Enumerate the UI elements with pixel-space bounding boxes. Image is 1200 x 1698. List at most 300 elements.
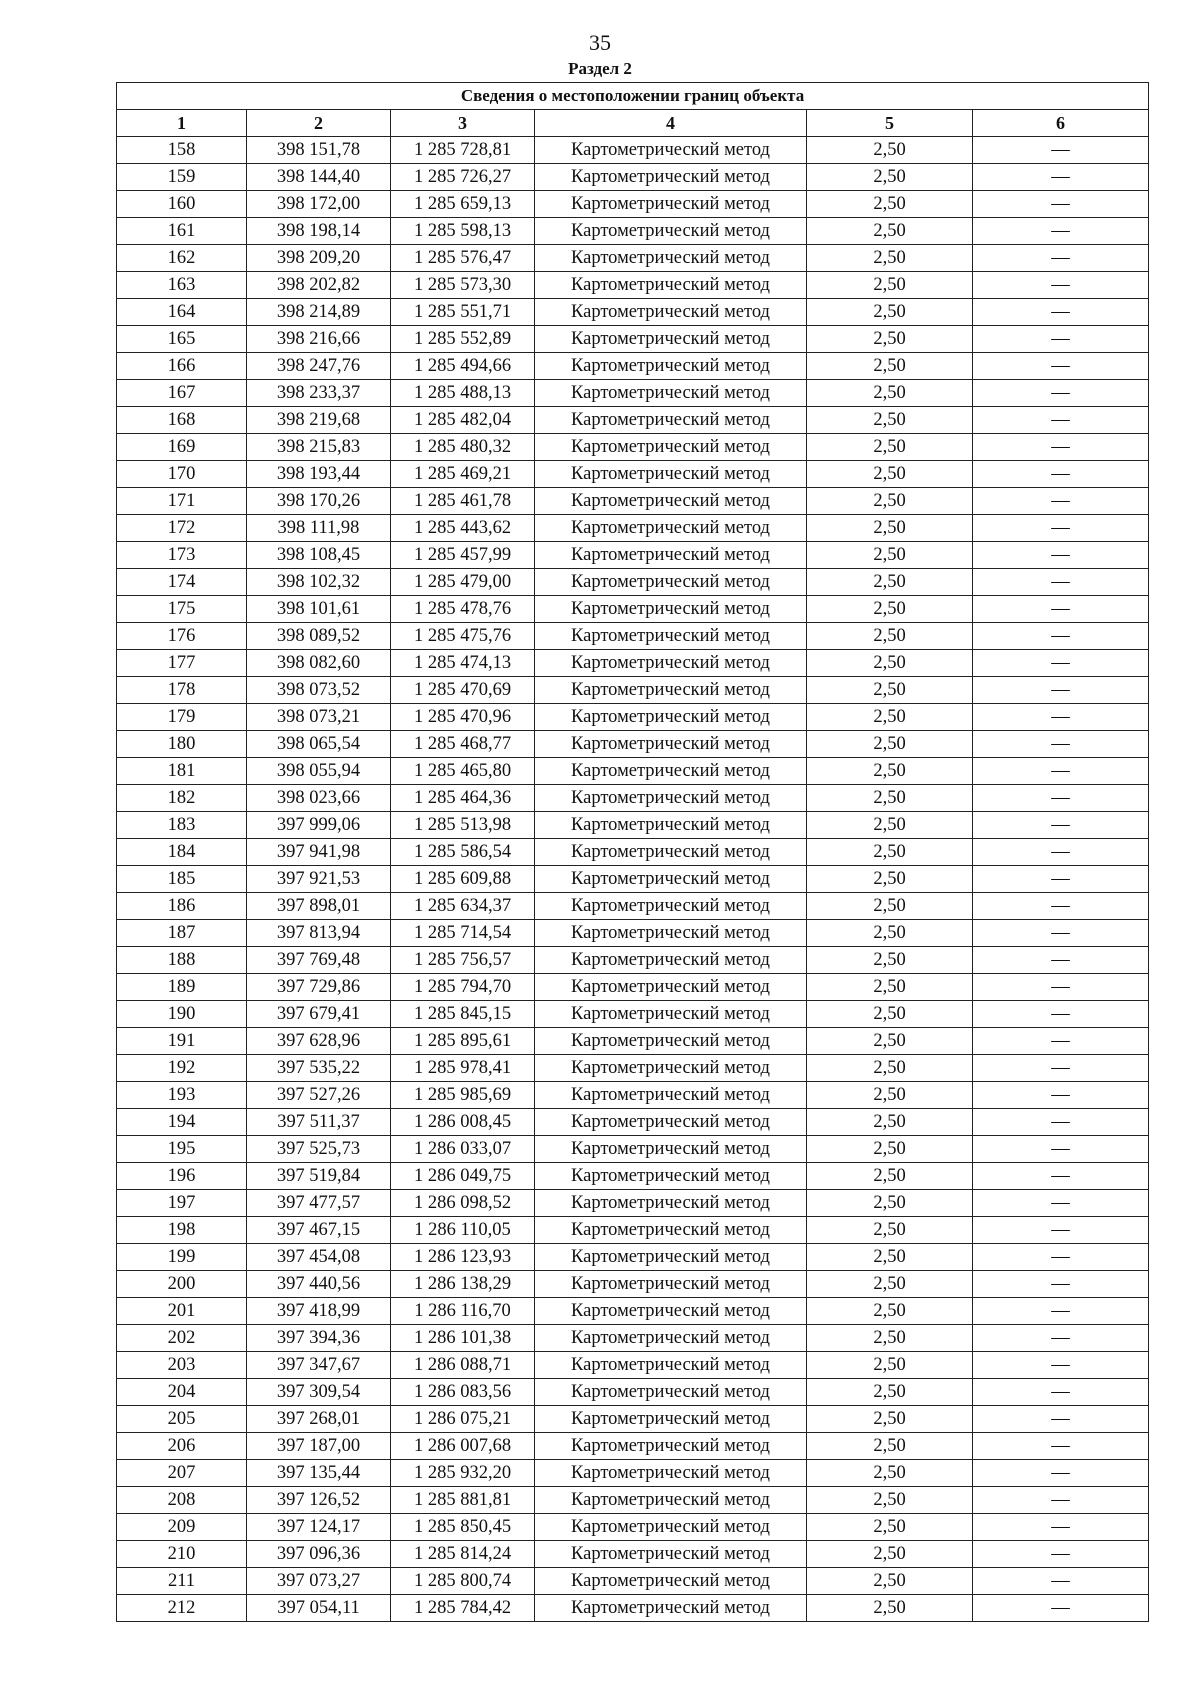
- table-cell: —: [973, 1244, 1149, 1271]
- table-row: [117, 1514, 1149, 1541]
- table-row: [117, 785, 1149, 812]
- table-row: [117, 974, 1149, 1001]
- table-cell: 398 151,78: [247, 137, 391, 164]
- table-cell: 2,50: [807, 1028, 973, 1055]
- table-cell: 1 285 552,89: [391, 326, 535, 353]
- table-row: [117, 1163, 1149, 1190]
- table-cell: 398 247,76: [247, 353, 391, 380]
- table-cell: 1 285 576,47: [391, 245, 535, 272]
- table-cell: 2,50: [807, 731, 973, 758]
- table-row: [117, 137, 1149, 164]
- table-cell: 164: [117, 299, 247, 326]
- table-cell: 175: [117, 596, 247, 623]
- table-cell: 2,50: [807, 1244, 973, 1271]
- table-cell: —: [973, 326, 1149, 353]
- table-cell: 2,50: [807, 1217, 973, 1244]
- table-cell: 2,50: [807, 272, 973, 299]
- table-cell: —: [973, 1190, 1149, 1217]
- table-cell: 1 285 728,81: [391, 137, 535, 164]
- table-cell: Картометрический метод: [535, 974, 807, 1001]
- table-row: [117, 353, 1149, 380]
- table-cell: Картометрический метод: [535, 137, 807, 164]
- table-row: [117, 1325, 1149, 1352]
- table-cell: 2,50: [807, 1163, 973, 1190]
- table-cell: —: [973, 191, 1149, 218]
- table-row: [117, 920, 1149, 947]
- table-cell: 397 347,67: [247, 1352, 391, 1379]
- table-cell: 397 898,01: [247, 893, 391, 920]
- table-cell: 1 286 098,52: [391, 1190, 535, 1217]
- table-cell: 1 285 464,36: [391, 785, 535, 812]
- table-cell: 158: [117, 137, 247, 164]
- table-cell: —: [973, 839, 1149, 866]
- table-cell: 2,50: [807, 326, 973, 353]
- table-cell: 397 519,84: [247, 1163, 391, 1190]
- table-cell: 1 285 598,13: [391, 218, 535, 245]
- table-cell: Картометрический метод: [535, 488, 807, 515]
- table-cell: Картометрический метод: [535, 839, 807, 866]
- table-cell: —: [973, 1460, 1149, 1487]
- table-cell: —: [973, 380, 1149, 407]
- table-cell: 2,50: [807, 569, 973, 596]
- table-cell: Картометрический метод: [535, 191, 807, 218]
- column-number: 5: [807, 110, 973, 137]
- table-cell: 1 285 609,88: [391, 866, 535, 893]
- table-cell: 398 073,21: [247, 704, 391, 731]
- table-cell: 1 285 494,66: [391, 353, 535, 380]
- table-cell: Картометрический метод: [535, 866, 807, 893]
- table-cell: 2,50: [807, 1325, 973, 1352]
- table-row: [117, 515, 1149, 542]
- table-cell: Картометрический метод: [535, 1460, 807, 1487]
- table-cell: 2,50: [807, 1352, 973, 1379]
- table-cell: 189: [117, 974, 247, 1001]
- table-row: [117, 704, 1149, 731]
- table-cell: 2,50: [807, 920, 973, 947]
- table-cell: 190: [117, 1001, 247, 1028]
- table-cell: 2,50: [807, 650, 973, 677]
- section-title: Раздел 2: [568, 59, 632, 78]
- table-cell: 1 286 116,70: [391, 1298, 535, 1325]
- table-row: [117, 1109, 1149, 1136]
- table-cell: 1 285 470,96: [391, 704, 535, 731]
- table-caption-row: [117, 83, 1149, 110]
- table-cell: Картометрический метод: [535, 1109, 807, 1136]
- table-row: [117, 677, 1149, 704]
- table-cell: Картометрический метод: [535, 272, 807, 299]
- table-cell: 2,50: [807, 677, 973, 704]
- table-cell: Картометрический метод: [535, 1406, 807, 1433]
- table-cell: 208: [117, 1487, 247, 1514]
- table-cell: 169: [117, 434, 247, 461]
- table-cell: 211: [117, 1568, 247, 1595]
- table-row: [117, 245, 1149, 272]
- table-cell: —: [973, 1001, 1149, 1028]
- table-cell: 1 285 482,04: [391, 407, 535, 434]
- table-row: [117, 1271, 1149, 1298]
- table-cell: 397 454,08: [247, 1244, 391, 1271]
- table-cell: 2,50: [807, 1487, 973, 1514]
- table-cell: Картометрический метод: [535, 758, 807, 785]
- table-row: [117, 407, 1149, 434]
- table-cell: 178: [117, 677, 247, 704]
- table-cell: 397 813,94: [247, 920, 391, 947]
- table-cell: Картометрический метод: [535, 380, 807, 407]
- table-cell: 1 285 932,20: [391, 1460, 535, 1487]
- table-row: [117, 1379, 1149, 1406]
- table-cell: 2,50: [807, 947, 973, 974]
- table-cell: 398 055,94: [247, 758, 391, 785]
- table-cell: 397 679,41: [247, 1001, 391, 1028]
- table-cell: 162: [117, 245, 247, 272]
- table-cell: —: [973, 1271, 1149, 1298]
- table-cell: —: [973, 1352, 1149, 1379]
- table-cell: 204: [117, 1379, 247, 1406]
- table-row: [117, 1001, 1149, 1028]
- table-row: [117, 488, 1149, 515]
- column-number: 2: [247, 110, 391, 137]
- table-cell: 398 219,68: [247, 407, 391, 434]
- table-cell: 2,50: [807, 1271, 973, 1298]
- table-cell: 2,50: [807, 623, 973, 650]
- table-row: [117, 1298, 1149, 1325]
- table-cell: 202: [117, 1325, 247, 1352]
- table-cell: 397 628,96: [247, 1028, 391, 1055]
- table-cell: 398 144,40: [247, 164, 391, 191]
- table-cell: —: [973, 137, 1149, 164]
- table-cell: 1 285 714,54: [391, 920, 535, 947]
- table-row: [117, 164, 1149, 191]
- table-cell: —: [973, 569, 1149, 596]
- table-cell: —: [973, 1406, 1149, 1433]
- table-row: [117, 1595, 1149, 1622]
- table-cell: 168: [117, 407, 247, 434]
- table-row: [117, 1136, 1149, 1163]
- table-cell: 398 065,54: [247, 731, 391, 758]
- table-cell: 2,50: [807, 1109, 973, 1136]
- table-cell: 397 309,54: [247, 1379, 391, 1406]
- table-cell: 2,50: [807, 218, 973, 245]
- table-cell: 397 511,37: [247, 1109, 391, 1136]
- table-cell: 1 286 088,71: [391, 1352, 535, 1379]
- table-cell: 398 073,52: [247, 677, 391, 704]
- table-cell: 2,50: [807, 1595, 973, 1622]
- table-cell: 2,50: [807, 1082, 973, 1109]
- table-cell: 187: [117, 920, 247, 947]
- table-cell: 2,50: [807, 974, 973, 1001]
- table-cell: 1 285 551,71: [391, 299, 535, 326]
- table-cell: 398 101,61: [247, 596, 391, 623]
- table-cell: 2,50: [807, 1379, 973, 1406]
- table-cell: 2,50: [807, 1298, 973, 1325]
- table-cell: —: [973, 920, 1149, 947]
- table-cell: 397 054,11: [247, 1595, 391, 1622]
- table-cell: Картометрический метод: [535, 326, 807, 353]
- table-cell: —: [973, 245, 1149, 272]
- table-cell: 199: [117, 1244, 247, 1271]
- table-cell: 2,50: [807, 407, 973, 434]
- table-cell: Картометрический метод: [535, 1271, 807, 1298]
- table-cell: —: [973, 272, 1149, 299]
- table-cell: 1 285 474,13: [391, 650, 535, 677]
- table-cell: 397 394,36: [247, 1325, 391, 1352]
- table-cell: 212: [117, 1595, 247, 1622]
- table-row: [117, 1217, 1149, 1244]
- table-row: [117, 1244, 1149, 1271]
- table-cell: 171: [117, 488, 247, 515]
- table-cell: Картометрический метод: [535, 1433, 807, 1460]
- table-row: [117, 1055, 1149, 1082]
- table-cell: Картометрический метод: [535, 731, 807, 758]
- table-cell: 1 285 469,21: [391, 461, 535, 488]
- table-cell: Картометрический метод: [535, 704, 807, 731]
- table-cell: 2,50: [807, 839, 973, 866]
- table-cell: —: [973, 947, 1149, 974]
- table-row: [117, 1487, 1149, 1514]
- table-cell: Картометрический метод: [535, 650, 807, 677]
- table-row: [117, 272, 1149, 299]
- table-row: [117, 866, 1149, 893]
- table-cell: 398 209,20: [247, 245, 391, 272]
- table-cell: 397 525,73: [247, 1136, 391, 1163]
- table-cell: 397 440,56: [247, 1271, 391, 1298]
- table-cell: 161: [117, 218, 247, 245]
- table-cell: 167: [117, 380, 247, 407]
- table-row: [117, 434, 1149, 461]
- table-cell: —: [973, 1109, 1149, 1136]
- table-cell: 2,50: [807, 1541, 973, 1568]
- table-cell: 2,50: [807, 515, 973, 542]
- table-cell: 1 285 586,54: [391, 839, 535, 866]
- table-cell: 1 286 075,21: [391, 1406, 535, 1433]
- table-cell: 397 921,53: [247, 866, 391, 893]
- table-cell: 398 193,44: [247, 461, 391, 488]
- table-cell: 2,50: [807, 299, 973, 326]
- table-cell: —: [973, 407, 1149, 434]
- table-cell: 398 172,00: [247, 191, 391, 218]
- table-cell: 1 285 479,00: [391, 569, 535, 596]
- table-cell: 1 285 470,69: [391, 677, 535, 704]
- table-cell: 184: [117, 839, 247, 866]
- table-cell: Картометрический метод: [535, 812, 807, 839]
- table-cell: 180: [117, 731, 247, 758]
- table-cell: 397 729,86: [247, 974, 391, 1001]
- table-cell: Картометрический метод: [535, 1082, 807, 1109]
- table-cell: —: [973, 1028, 1149, 1055]
- table-cell: Картометрический метод: [535, 353, 807, 380]
- column-number: 4: [535, 110, 807, 137]
- table-cell: —: [973, 434, 1149, 461]
- table-cell: —: [973, 1568, 1149, 1595]
- boundary-coordinates-table: [116, 82, 1149, 1622]
- table-cell: 2,50: [807, 893, 973, 920]
- table-cell: 1 285 457,99: [391, 542, 535, 569]
- table-row: [117, 299, 1149, 326]
- table-cell: 195: [117, 1136, 247, 1163]
- table-row: [117, 1541, 1149, 1568]
- table-cell: 1 285 881,81: [391, 1487, 535, 1514]
- table-cell: 196: [117, 1163, 247, 1190]
- table-cell: 194: [117, 1109, 247, 1136]
- table-cell: 397 135,44: [247, 1460, 391, 1487]
- table-caption: Сведения о местоположении границ объекта: [117, 83, 1149, 110]
- table-row: [117, 893, 1149, 920]
- table-cell: —: [973, 461, 1149, 488]
- table-cell: 1 286 138,29: [391, 1271, 535, 1298]
- table-cell: —: [973, 758, 1149, 785]
- table-row: [117, 1406, 1149, 1433]
- table-cell: 1 285 850,45: [391, 1514, 535, 1541]
- table-cell: Картометрический метод: [535, 1379, 807, 1406]
- table-cell: 181: [117, 758, 247, 785]
- table-cell: 1 285 443,62: [391, 515, 535, 542]
- table-cell: —: [973, 542, 1149, 569]
- table-cell: 2,50: [807, 380, 973, 407]
- table-cell: 398 216,66: [247, 326, 391, 353]
- table-cell: 172: [117, 515, 247, 542]
- table-cell: 165: [117, 326, 247, 353]
- table-cell: —: [973, 515, 1149, 542]
- table-cell: 193: [117, 1082, 247, 1109]
- table-cell: 398 170,26: [247, 488, 391, 515]
- table-cell: 2,50: [807, 1514, 973, 1541]
- table-cell: 2,50: [807, 785, 973, 812]
- table-cell: 397 268,01: [247, 1406, 391, 1433]
- table-cell: 2,50: [807, 812, 973, 839]
- table-cell: Картометрический метод: [535, 623, 807, 650]
- table-cell: 1 285 814,24: [391, 1541, 535, 1568]
- table-cell: 2,50: [807, 245, 973, 272]
- table-cell: 397 418,99: [247, 1298, 391, 1325]
- table-cell: 1 285 800,74: [391, 1568, 535, 1595]
- table-cell: 2,50: [807, 758, 973, 785]
- table-row: [117, 1352, 1149, 1379]
- table-cell: Картометрический метод: [535, 218, 807, 245]
- table-cell: Картометрический метод: [535, 920, 807, 947]
- table-cell: 200: [117, 1271, 247, 1298]
- table-cell: 1 285 978,41: [391, 1055, 535, 1082]
- table-cell: 2,50: [807, 596, 973, 623]
- table-cell: 186: [117, 893, 247, 920]
- table-cell: —: [973, 1298, 1149, 1325]
- table-cell: 398 089,52: [247, 623, 391, 650]
- table-cell: Картометрический метод: [535, 515, 807, 542]
- table-cell: 159: [117, 164, 247, 191]
- table-cell: 1 285 659,13: [391, 191, 535, 218]
- table-cell: 201: [117, 1298, 247, 1325]
- table-cell: 2,50: [807, 137, 973, 164]
- table-cell: 1 285 845,15: [391, 1001, 535, 1028]
- table-cell: —: [973, 650, 1149, 677]
- table-cell: 1 285 756,57: [391, 947, 535, 974]
- table-cell: 1 286 101,38: [391, 1325, 535, 1352]
- table-cell: Картометрический метод: [535, 1244, 807, 1271]
- column-number: 3: [391, 110, 535, 137]
- table-cell: Картометрический метод: [535, 893, 807, 920]
- table-cell: 198: [117, 1217, 247, 1244]
- table-cell: —: [973, 1217, 1149, 1244]
- table-cell: —: [973, 812, 1149, 839]
- table-cell: 1 285 475,76: [391, 623, 535, 650]
- table-cell: —: [973, 1433, 1149, 1460]
- table-cell: —: [973, 785, 1149, 812]
- table-cell: 2,50: [807, 1568, 973, 1595]
- table-cell: 1 285 465,80: [391, 758, 535, 785]
- table-cell: Картометрический метод: [535, 1352, 807, 1379]
- table-cell: 2,50: [807, 1136, 973, 1163]
- table-cell: 2,50: [807, 164, 973, 191]
- table-cell: 2,50: [807, 353, 973, 380]
- table-cell: —: [973, 866, 1149, 893]
- table-cell: 397 187,00: [247, 1433, 391, 1460]
- table-cell: 398 202,82: [247, 272, 391, 299]
- table-cell: Картометрический метод: [535, 785, 807, 812]
- table-cell: 398 082,60: [247, 650, 391, 677]
- table-cell: Картометрический метод: [535, 677, 807, 704]
- table-row: [117, 650, 1149, 677]
- table-row: [117, 542, 1149, 569]
- table-cell: 1 286 007,68: [391, 1433, 535, 1460]
- table-cell: 1 286 083,56: [391, 1379, 535, 1406]
- table-cell: 1 285 573,30: [391, 272, 535, 299]
- table-cell: 197: [117, 1190, 247, 1217]
- table-cell: Картометрический метод: [535, 1487, 807, 1514]
- table-cell: 206: [117, 1433, 247, 1460]
- table-cell: 1 285 480,32: [391, 434, 535, 461]
- table-cell: —: [973, 299, 1149, 326]
- table-cell: Картометрический метод: [535, 299, 807, 326]
- table-row: [117, 191, 1149, 218]
- table-cell: 397 477,57: [247, 1190, 391, 1217]
- column-number: 1: [117, 110, 247, 137]
- table-row: [117, 218, 1149, 245]
- table-cell: —: [973, 596, 1149, 623]
- table-cell: —: [973, 731, 1149, 758]
- table-cell: 191: [117, 1028, 247, 1055]
- table-row: [117, 596, 1149, 623]
- table-cell: —: [973, 353, 1149, 380]
- table-cell: —: [973, 893, 1149, 920]
- table-cell: 1 286 110,05: [391, 1217, 535, 1244]
- table-cell: —: [973, 974, 1149, 1001]
- table-cell: 1 286 123,93: [391, 1244, 535, 1271]
- table-cell: 207: [117, 1460, 247, 1487]
- table-cell: 1 285 895,61: [391, 1028, 535, 1055]
- table-cell: 1 285 461,78: [391, 488, 535, 515]
- table-cell: 182: [117, 785, 247, 812]
- table-cell: Картометрический метод: [535, 1595, 807, 1622]
- table-cell: —: [973, 1136, 1149, 1163]
- table-cell: Картометрический метод: [535, 461, 807, 488]
- table-cell: 397 124,17: [247, 1514, 391, 1541]
- table-cell: —: [973, 488, 1149, 515]
- table-row: [117, 731, 1149, 758]
- table-row: [117, 380, 1149, 407]
- table-cell: 185: [117, 866, 247, 893]
- table-cell: 2,50: [807, 1460, 973, 1487]
- table-row: [117, 1433, 1149, 1460]
- table-cell: 1 286 008,45: [391, 1109, 535, 1136]
- table-cell: 1 285 784,42: [391, 1595, 535, 1622]
- table-cell: 398 108,45: [247, 542, 391, 569]
- table-cell: —: [973, 704, 1149, 731]
- table-cell: Картометрический метод: [535, 1190, 807, 1217]
- column-number: 6: [973, 110, 1149, 137]
- table-cell: Картометрический метод: [535, 1028, 807, 1055]
- table-cell: 179: [117, 704, 247, 731]
- table-cell: 398 023,66: [247, 785, 391, 812]
- table-cell: 397 096,36: [247, 1541, 391, 1568]
